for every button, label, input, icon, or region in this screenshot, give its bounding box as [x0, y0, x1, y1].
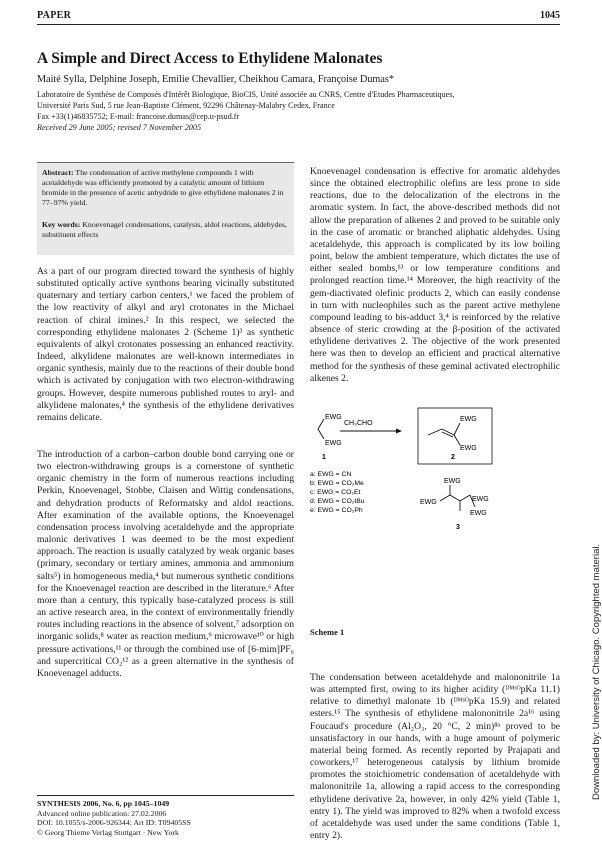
- compound-3-label: 3: [456, 524, 460, 531]
- ewg-label: EWG: [460, 416, 477, 423]
- legend-item: d: EWG = CO₂tBu: [310, 498, 365, 505]
- compound-2-structure: [428, 416, 477, 461]
- online-date: Advanced online publication: 27.02.2006: [37, 808, 167, 818]
- compound-1-label: 1: [322, 454, 326, 461]
- keywords-text: Knoevenagel condensations, catalysis, aldol reactions, aldehydes, substituent effects: [42, 220, 287, 239]
- abstract: [42, 168, 292, 208]
- compound-1-structure: [318, 414, 342, 461]
- affiliation-line: Laboratoire de Synthèse de Composés d'Intérêt Biologique, BioCIS, Unité associée au CNRS, Centre d'Etudes Pharmaceutiques,: [37, 90, 455, 99]
- body-paragraph: Knoevenagel condensation is effective for aromatic aldehydes since the obtained electrophilic olefins are less prone to side reactions, due to the delocalization of the electrons in the aromatic system. In fact, the above-described methods did not allow the preparation of alkenes 2 and proved to be suitable only in the case of aromatic or branched aliphatic aldehydes. Using acetaldehyde, this approach is complicated by its low boiling point, below the ambient temperature, which dictates the use of either sealed bombs,¹³ or low temperature conditions and prolonged reaction time.¹⁴ Moreover, the high reactivity of the gem-diactivated olefinic products 2, which can easily condense in turn with nucleophiles such as the parent active methylene compound leading to bis-adduct 3,⁴ is reinforced by the relative absence of steric crowding at the β-position of the activated ethylidene derivatives 2. The objective of the work presented here was then to develop an efficient and practical alternative method for the synthesis of these geminal activated electrophilic alkenes 2.: [310, 166, 560, 384]
- affiliation-line: Fax +33(1)46835752; E-mail: francoise.dumas@cep.u-psud.fr: [37, 111, 240, 121]
- ewg-legend: [310, 471, 365, 514]
- compound-2-label: 2: [451, 454, 455, 461]
- header-rule: [37, 24, 560, 25]
- journal-citation: SYNTHESIS 2006, No. 6, pp 1045–1049: [37, 799, 170, 808]
- ewg-label: EWG: [472, 496, 489, 503]
- legend-item: b: EWG = CO₂Me: [310, 480, 364, 487]
- journal-footer: [37, 799, 294, 837]
- footer-rule: [37, 795, 294, 796]
- left-column-paragraph-1: [37, 266, 294, 424]
- download-watermark: [580, 330, 602, 800]
- received-dates: Received 29 June 2005; revised 7 November 2005: [37, 123, 202, 132]
- legend-item: c: EWG = CO₂Et: [310, 489, 361, 496]
- ewg-label: EWG: [470, 510, 487, 517]
- keywords: [42, 220, 292, 240]
- compound-3-structure: [420, 478, 489, 531]
- scheme-1-figure: [310, 405, 560, 641]
- download-watermark-text: Downloaded by: University of Chicago. Copyrighted material.: [591, 543, 602, 800]
- affiliation: [37, 90, 477, 123]
- body-paragraph: The introduction of a carbon–carbon double bond carrying one or two electron-withdrawing groups is a cornerstone of synthetic organic chemistry in the form of numerous reactions including Perkin, Knoevenagel, Stobbe, Claisen and Wittig condensations, and dehydration products of Reformatsky and aldol reactions. After examination of the available options, the Knoevenagel condensation process involving acetaldehyde and the appropriate malonic derivatives 1 was deemed to be the most expedient approach. The reaction is usually catalyzed by weak organic bases (primary, secondary or tertiary amines, ammonia and ammonium salts⁵) in homogeneous media,⁴ but numerous synthetic conditions for the Knoevenagel reaction are described in the literature.⁶ After more than a century, this typically base-catalyzed process is still an active research area, in the context of environmentally friendly routes including reactions in the absence of solvent,⁷ adsorption on inorganic solids,⁸ water as reaction medium,⁹ microwave¹⁰ or high pressure activations,¹¹ or through the combined use of [6-mim]PF₆ and supercritical CO₂¹² as a green alternative in the synthesis of Knoevenagel adducts.: [37, 449, 294, 679]
- right-column-paragraph-2: [310, 672, 560, 842]
- ewg-label: EWG: [420, 499, 437, 506]
- ewg-label: EWG: [460, 445, 477, 452]
- affiliation-line: Université Paris Sud, 5 rue Jean-Baptiste Clément, 92296 Châtenay-Malabry Cedex, France: [37, 100, 335, 110]
- ewg-label: EWG: [444, 478, 461, 485]
- ewg-label: EWG: [325, 440, 342, 447]
- body-paragraph: As a part of our program directed toward the synthesis of highly substituted optically active synthons bearing vicinally substituted quaternary and tertiary carbon centers,¹ we faced the problem of the low reactivity of alkyl and aryl crotonates in the Michael reaction of chiral imines.² In this respect, we selected the corresponding ethylidene malonates 2 (Scheme 1)³ as synthetic equivalents of alkyl crotonates possessing an enhanced reactivity. Indeed, alkylidene malonates are well-known intermediates in organic synthesis, mainly due to the reactions of their double bond which is activated by conjugation with two electron-withdrawing groups. However, despite numerous published routes to aryl- and alkylidene malonates,⁴ the synthesis of the ethylidene derivatives remains delicate.: [37, 266, 294, 423]
- right-column-paragraph-1: [310, 166, 560, 385]
- article-title: A Simple and Direct Access to Ethylidene Malonates: [37, 50, 383, 67]
- legend-item: e: EWG = CO₂Ph: [310, 507, 363, 514]
- body-paragraph: The condensation between acetaldehyde and malononitrile 1a was attempted first, owing to its higher acidity (ᴰᴹˢᴼpKa 11.1) relative to dimethyl malonate 1b (ᴰᴹˢᴼpKa 15.9) and related esters.¹⁵ The synthesis of ethylidene malononitrile 2a¹⁶ using Foucaud's procedure (Al₂O₃, 20 °C, 2 min)⁸ᵃ proved to be unsatisfactory in our hands, with a huge amount of polymeric material being formed. As recently reported by Prajapati and coworkers,¹⁷ heterogeneous catalysis by lithium bromide promotes the stoichiometric condensation of acetaldehyde with malononitrile 1a, allowing a rapid access to the corresponding ethylidene derivative 2a, however, in only 42% yield (Table 1, entry 1). The yield was improved to 82% when a twofold excess of acetaldehyde was used under the same conditions (Table 1, entry 2).: [310, 672, 560, 842]
- copyright: © Georg Thieme Verlag Stuttgart · New York: [37, 827, 179, 837]
- reagent-label: CH₃CHO: [344, 420, 373, 427]
- scheme-caption: Scheme 1: [310, 627, 345, 637]
- author-list: Maité Sylla, Delphine Joseph, Emilie Chevallier, Cheikhou Camara, Françoise Dumas*: [37, 74, 394, 85]
- legend-item: a: EWG = CN: [310, 471, 352, 478]
- doi: DOI: 10.1055/s-2006-926344; Art ID: T09405SS: [37, 818, 191, 828]
- left-column-paragraph-2: [37, 449, 294, 680]
- section-label: PAPER: [37, 10, 72, 21]
- page-number: 1045: [540, 10, 560, 21]
- reaction-arrow: [340, 420, 402, 434]
- keywords-label: Key words:: [42, 220, 81, 229]
- ewg-label: EWG: [325, 414, 342, 421]
- abstract-text: The condensation of active methylene compounds 1 with acetaldehyde was efficiently promoted by a catalytic amount of lithium bromide in the presence of acetic anhydride to give ethylidene malonates 2 in 77–97% yield.: [42, 168, 284, 207]
- abstract-label: Abstract:: [42, 168, 74, 177]
